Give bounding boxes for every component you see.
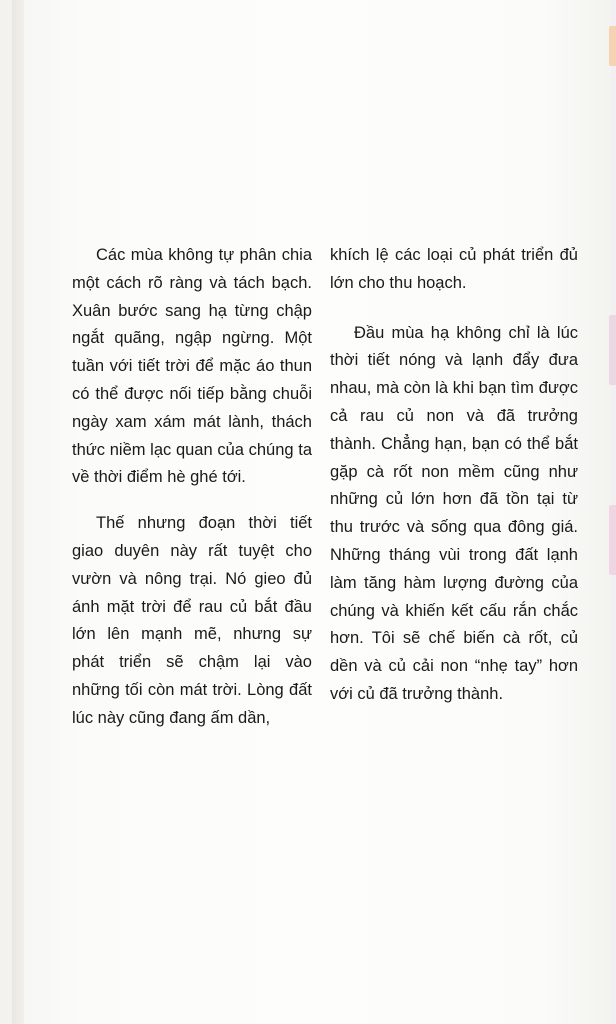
paragraph-continuation: khích lệ các loại củ phát triển đủ lớn cho thu hoạch. [330,246,578,292]
paragraph: Thế nhưng đoạn thời tiết giao duyên này rất tuyệt cho vườn và nông trại. Nó gieo đủ ánh mặt trời để rau củ bắt đầu lớn lên mạnh mẽ, nhưng sự phát triển sẽ chậm lại vào những tối còn mát trời. Lòng đất lúc này cũng đang ấm dần, [72,514,312,727]
book-page [12,0,616,1024]
page-edge-tab-pink [609,315,616,385]
page-binding-edge [12,0,24,1024]
page-edge-tab-pink [609,505,616,575]
paragraph: Các mùa không tự phân chia một cách rõ ràng và tách bạch. Xuân bước sang hạ từng chập ngắt quãng, ngập ngừng. Một tuần với tiết trời để mặc áo thun có thể được nối tiếp bằng chuỗi ngày xam xám mát lành, thách thức niềm lạc quan của chúng ta về thời điểm hè ghé tới. [72,246,312,487]
paragraph: Đầu mùa hạ không chỉ là lúc thời tiết nóng và lạnh đẩy đưa nhau, mà còn là khi bạn tìm được cả rau củ non và đã trưởng thành. Chẳng hạn, bạn có thể bắt gặp cà rốt non mềm cũng như những củ lớn hơn đã tồn tại từ thu trước và sống qua đông giá. Những tháng vùi trong đất lạnh làm tăng hàm lượng đường của chúng và khiến kết cấu rắn chắc hơn. Tôi sẽ chế biến cà rốt, củ dền và củ cải non “nhẹ tay” hơn với củ đã trưởng thành. [330,323,578,703]
page-edge-tab-orange [609,26,616,66]
text-column-right [330,242,578,709]
text-column-left [72,242,312,733]
